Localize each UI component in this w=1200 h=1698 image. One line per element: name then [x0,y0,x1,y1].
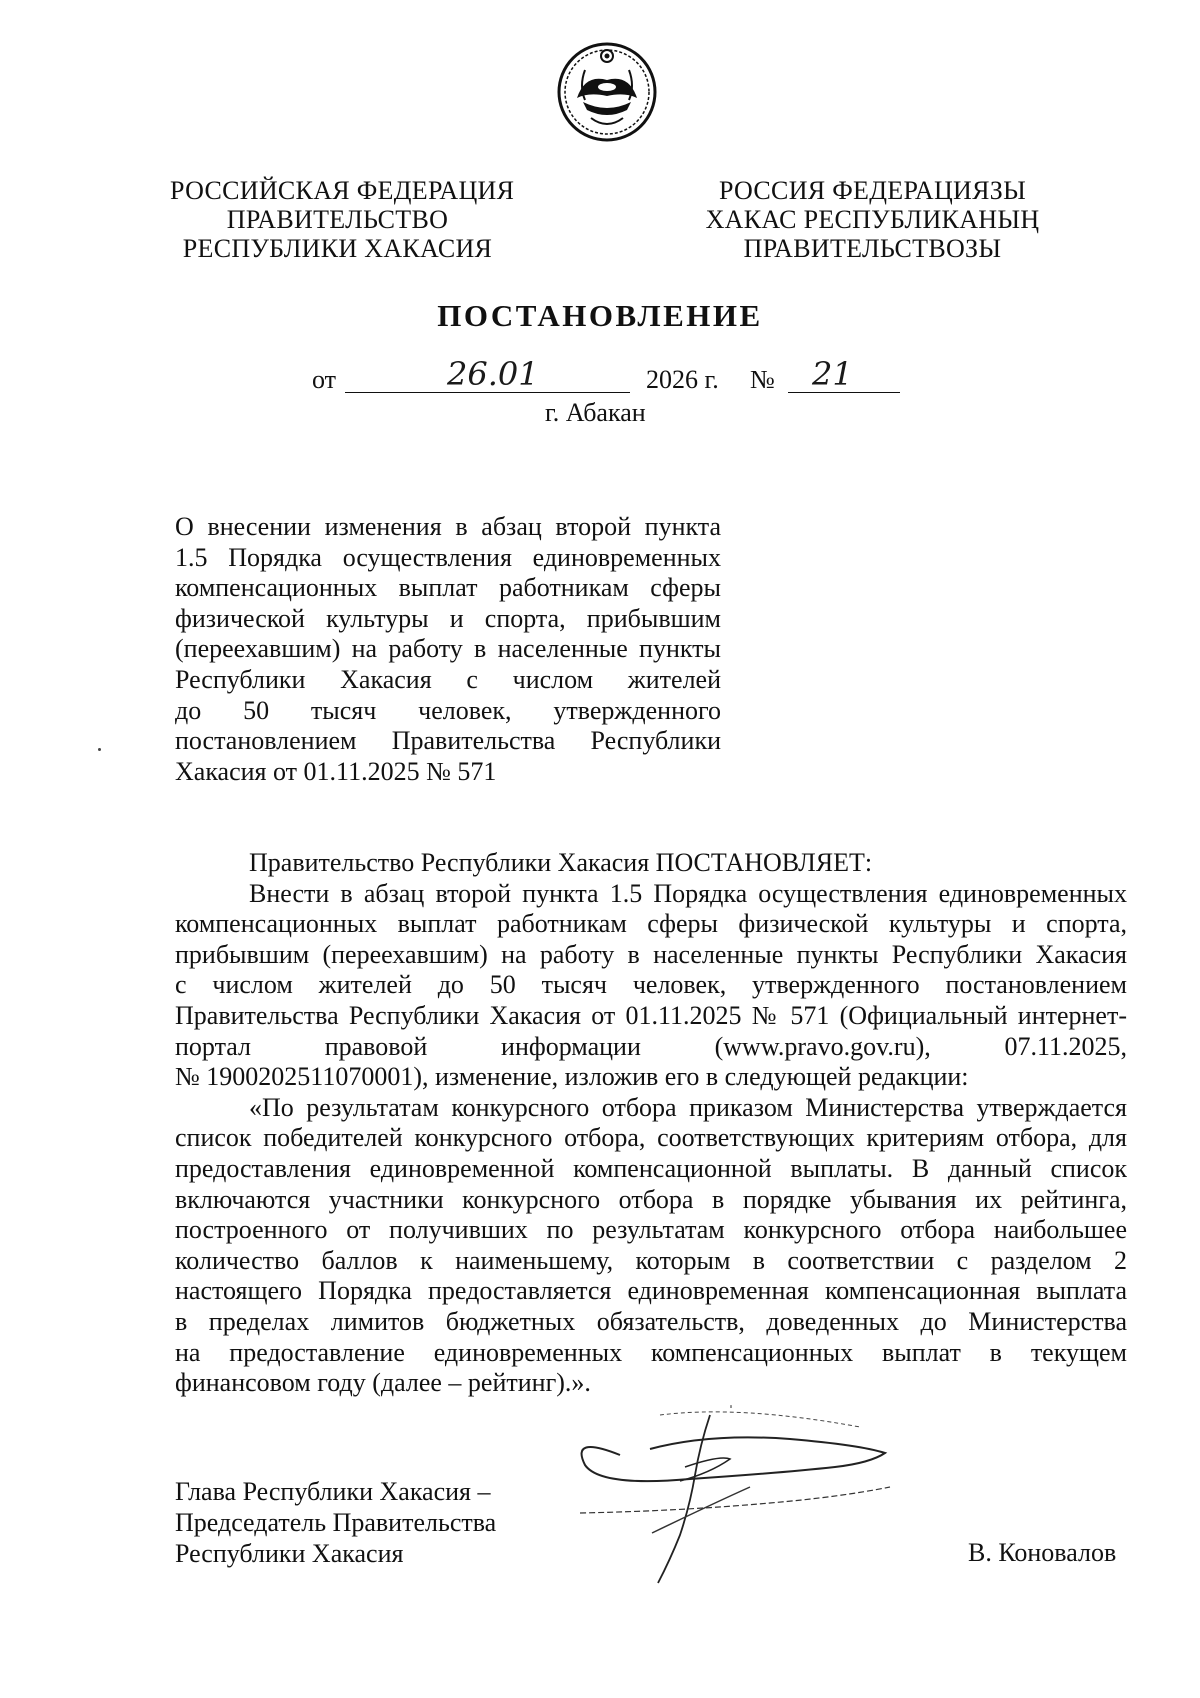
date-handwritten: 26.01 [447,355,539,393]
body-line: включаются участники конкурсного отбора в порядке убывания их рейтинга, [175,1184,1127,1214]
subject-line: постановлением Правительства Республики [175,726,721,756]
header-left-line-3: РЕСПУБЛИКИ ХАКАСИЯ [182,234,493,263]
subject-line: компенсационных выплат работникам сферы [175,573,721,603]
scan-mark: ˌ [728,1388,734,1408]
body-line: финансовом году (далее – рейтинг).». [175,1368,591,1398]
body-line: прибывшим (переехавшим) на работу в населенные пункты Республики Хакасия [175,939,1127,969]
body-intro: Правительство Республики Хакасия ПОСТАНОВЛЯЕТ: [249,848,873,877]
body-line: в пределах лимитов бюджетных обязательств, доведенных до Министерства [175,1306,1127,1336]
year-label: 2026 г. [646,365,719,394]
body-line: количество баллов к наименьшему, которым в соответствии с разделом 2 [175,1245,1127,1275]
subject-line: Республики Хакасия с числом жителей [175,664,721,694]
city-label: г. Абакан [545,398,646,427]
body-line: Правительства Республики Хакасия от 01.11.2025 № 571 (Официальный интернет- [175,1000,1127,1030]
signatory-position-line: Глава Республики Хакасия – [175,1477,491,1506]
signatory-position [175,1476,496,1569]
header-right-line-2: ХАКАС РЕСПУБЛИКАНЫҢ [705,205,1040,234]
subject-line: до 50 тысяч человек, утвержденного [175,695,721,725]
header-left-line-2: ПРАВИТЕЛЬСТВО [226,205,449,234]
subject-line: 1.5 Порядка осуществления единовременных [175,542,721,572]
document-title: ПОСТАНОВЛЕНИЕ [437,298,763,333]
coat-of-arms-emblem [555,40,659,144]
subject-line: О внесении изменения в абзац второй пункта [175,512,721,541]
body-line: список победителей конкурсного отбора, соответствующих критериям отбора, для [175,1123,1127,1153]
body-line: настоящего Порядка предоставляется единовременная компенсационная выплата [175,1276,1127,1306]
subject-line: физической культуры и спорта, прибывшим [175,603,721,633]
date-from-label: от [312,365,337,394]
header-right-line-3: ПРАВИТЕЛЬСТВОЗЫ [743,234,1002,263]
body-line: компенсационных выплат работникам сферы физической культуры и спорта, [175,909,1127,939]
signatory-name: В. Коновалов [968,1538,1117,1567]
subject-line: Хакасия от 01.11.2025 № 571 [175,756,497,786]
scan-speck [98,748,101,751]
body-line: № 1900202511070001), изменение, изложив его в следующей редакции: [175,1062,969,1092]
body-line: «По результатам конкурсного отбора приказом Министерства утверждается [249,1092,1127,1122]
header-left-block [170,176,515,263]
body-line: на предоставление единовременных компенсационных выплат в текущем [175,1337,1127,1367]
body-line: портал правовой информации (www.pravo.gov.ru), 07.11.2025, [175,1031,1127,1061]
body-line: Внести в абзац второй пункта 1.5 Порядка осуществления единовременных [249,878,1127,908]
body-line: предоставления единовременной компенсационной выплаты. В данный список [175,1153,1127,1183]
handwritten-signature [560,1395,940,1595]
body-line: построенного от получивших по результатам конкурсного отбора наибольшее [175,1215,1127,1245]
body-line: с числом жителей до 50 тысяч человек, утвержденного постановлением [175,970,1127,1000]
signatory-position-line: Председатель Правительства [175,1508,497,1537]
header-right-line-1: РОССИЯ ФЕДЕРАЦИЯЗЫ [718,176,1027,205]
header-left-line-1: РОССИЙСКАЯ ФЕДЕРАЦИЯ [170,176,515,205]
number-label: № [750,365,775,394]
document-subject [175,512,721,787]
header-right-block [700,176,1045,263]
number-handwritten: 21 [812,355,853,393]
subject-line: (переехавшим) на работу в населенные пункты [175,634,721,664]
document-body [175,848,1127,1399]
signatory-position-line: Республики Хакасия [175,1539,404,1568]
